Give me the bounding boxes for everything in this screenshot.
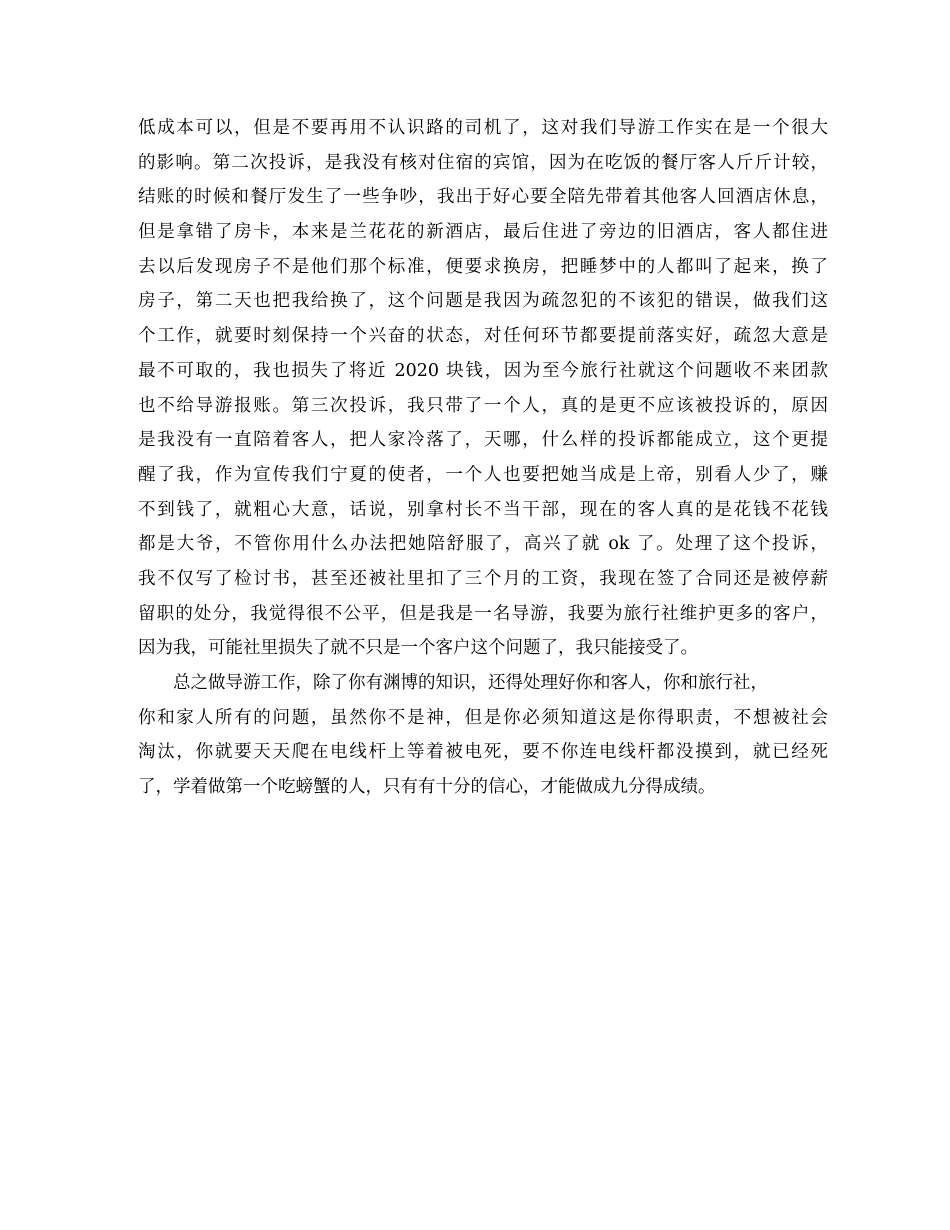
text-line: 淘汰，你就要天天爬在电线杆上等着被电死，要不你连电线杆都没摸到，就已经死: [138, 742, 828, 763]
text-line: 留职的处分，我觉得很不公平，但是我是一名导游，我要为旅行社维护更多的客户，: [138, 603, 828, 624]
text-line: 去以后发现房子不是他们那个标准，便要求换房，把睡梦中的人都叫了起来，换了: [138, 256, 828, 277]
paragraph-2: [138, 666, 828, 805]
text-line: 结账的时候和餐厅发生了一些争吵，我出于好心要全陪先带着其他客人回酒店休息，: [138, 187, 828, 208]
text-line: 我不仅写了检讨书，甚至还被社里扣了三个月的工资，我现在签了合同还是被停薪: [138, 568, 828, 589]
text-line: 个工作，就要时刻保持一个兴奋的状态，对任何环节都要提前落实好，疏忽大意是: [138, 326, 828, 347]
text-line: 总之做导游工作，除了你有渊博的知识，还得处理好你和客人，你和旅行社，: [173, 673, 768, 693]
text-line: 了，学着做第一个吃螃蟹的人，只有有十分的信心，才能做成九分得成绩。: [138, 777, 716, 798]
text-line: 醒了我，作为宣传我们宁夏的使者，一个人也要把她当成是上帝，别看人少了，赚: [138, 464, 828, 485]
text-line: 因为我，可能社里损失了就不只是一个客户这个问题了，我只能接受了。: [138, 638, 698, 659]
text-line: 最不可取的，我也损失了将近 2020 块钱，因为至今旅行社就这个问题收不来团款: [138, 360, 828, 381]
text-line: 低成本可以，但是不要再用不认识路的司机了，这对我们导游工作实在是一个很大: [138, 118, 828, 138]
text-line: 也不给导游报账。第三次投诉，我只带了一个人，真的是更不应该被投诉的，原因: [138, 395, 828, 416]
paragraph-1: [138, 111, 828, 666]
text-line: 的影响。第二次投诉，是我没有核对住宿的宾馆，因为在吃饭的餐厅客人斤斤计较，: [138, 152, 828, 173]
text-line: 但是拿错了房卡，本来是兰花花的新酒店，最后住进了旁边的旧酒店，客人都住进: [138, 222, 828, 243]
text-line: 都是大爷，不管你用什么办法把她陪舒服了，高兴了就 ok 了。处理了这个投诉，: [138, 534, 828, 555]
text-line: 不到钱了，就粗心大意，话说，别拿村长不当干部，现在的客人真的是花钱不花钱: [138, 499, 828, 520]
text-line: 是我没有一直陪着客人，把人家冷落了，天哪，什么样的投诉都能成立，这个更提: [138, 430, 828, 451]
document-body: [138, 111, 828, 805]
text-line: 你和家人所有的问题，虽然你不是神，但是你必须知道这是你得职责，不想被社会: [138, 707, 828, 728]
text-line: 房子，第二天也把我给换了，这个问题是我因为疏忽犯的不该犯的错误，做我们这: [138, 291, 828, 312]
